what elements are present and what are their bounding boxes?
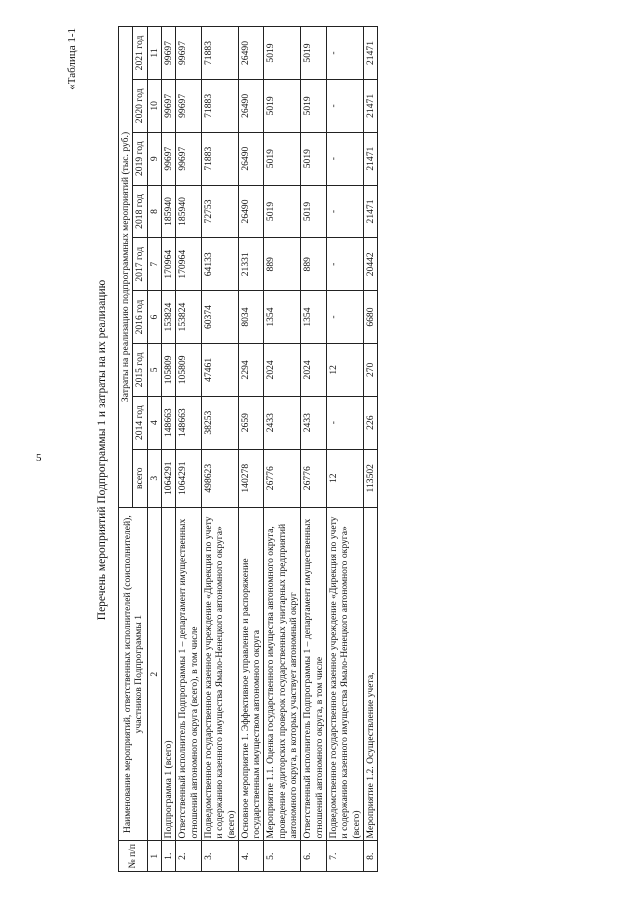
col-number: 6 [147,291,161,344]
row-total: 12 [327,449,364,507]
row-year-value: 1354 [301,291,327,344]
rotated-page [60,20,620,880]
row-year-value: 270 [363,343,377,396]
row-name: Мероприятие 1.2. Осуществление учета, [363,507,377,841]
row-year-value: 170964 [161,238,175,291]
table-row [327,27,364,872]
row-number: 5. [264,841,301,872]
col-number: 7 [147,238,161,291]
row-year-value: 71883 [201,79,238,132]
row-year-value: 38253 [201,396,238,449]
row-year-value: 21471 [363,185,377,238]
row-year-value: 5019 [264,27,301,80]
row-name: Ответственный исполнитель Подпрограммы 1 – департамент имущественных отношений автономного округа (всего), в том числе [176,507,202,841]
row-total: 26776 [264,449,301,507]
table-body [161,27,377,872]
row-year-value: 99697 [161,27,175,80]
row-total: 498623 [201,449,238,507]
row-year-value: 21471 [363,27,377,80]
row-year-value: - [327,291,364,344]
col-number: 9 [147,132,161,185]
row-year-value: - [327,238,364,291]
row-total: 113502 [363,449,377,507]
row-name: Мероприятие 1.1. Оценка государственного имущества автономного округа, проведение аудиторских проверок государственных унитарных предприятий автономного округа, в которых участвует автономный округ [264,507,301,841]
row-year-value: 8034 [238,291,264,344]
row-year-value: 2659 [238,396,264,449]
header-year: 2015 год [133,343,147,396]
row-year-value: 99697 [176,27,202,80]
row-year-value: 21471 [363,79,377,132]
header-year: 2017 год [133,238,147,291]
row-year-value: 2024 [301,343,327,396]
row-number: 2. [176,841,202,872]
row-year-value: 185940 [176,185,202,238]
row-year-value: 5019 [264,132,301,185]
table-row [363,27,377,872]
row-year-value: 2294 [238,343,264,396]
header-total: всего [133,449,147,507]
row-year-value: 153824 [176,291,202,344]
row-year-value: 889 [264,238,301,291]
row-year-value: 20442 [363,238,377,291]
row-number: 7. [327,841,364,872]
header-year: 2020 год [133,79,147,132]
row-year-value: 889 [301,238,327,291]
row-year-value: 5019 [301,185,327,238]
table-row [264,27,301,872]
page-number: 5 [36,452,42,464]
table-label: «Таблица 1-1 [66,28,78,90]
row-number: 1. [161,841,175,872]
row-year-value: 5019 [264,79,301,132]
row-total: 1064291 [161,449,175,507]
col-number: 10 [147,79,161,132]
header-name: Наименование мероприятий, ответственных исполнителей (соисполнителей), участников Подпрограммы 1 [119,507,148,841]
row-year-value: 2433 [301,396,327,449]
row-year-value: 21331 [238,238,264,291]
row-year-value: 6680 [363,291,377,344]
row-year-value: 26490 [238,79,264,132]
row-year-value: 99697 [176,79,202,132]
row-year-value: 5019 [264,185,301,238]
row-year-value: 99697 [161,132,175,185]
row-number: 3. [201,841,238,872]
header-no: № п/п [119,841,148,872]
row-year-value: - [327,396,364,449]
row-number: 4. [238,841,264,872]
document-title: Перечень мероприятий Подпрограммы 1 и затраты на их реализацию [96,279,108,621]
row-number: 6. [301,841,327,872]
row-year-value: 26490 [238,27,264,80]
row-year-value: 5019 [301,132,327,185]
header-year: 2021 год [133,27,147,80]
row-year-value: 26490 [238,132,264,185]
row-name: Подпрограмма 1 (всего) [161,507,175,841]
col-number: 5 [147,343,161,396]
header-costs: Затраты на реализацию подпрограммных мероприятий (тыс. руб.) [119,27,133,508]
header-year: 2016 год [133,291,147,344]
table-row [301,27,327,872]
row-year-value: 99697 [176,132,202,185]
row-name: Основное мероприятие 1. Эффективное управление и распоряжение государственным имуществом автономного округа [238,507,264,841]
col-number: 4 [147,396,161,449]
row-year-value: 2433 [264,396,301,449]
row-year-value: 170964 [176,238,202,291]
row-year-value: 47461 [201,343,238,396]
row-year-value: - [327,79,364,132]
row-name: Подведомственное государственное казенное учреждение «Дирекция по учету и содержанию казенного имущества Ямало-Ненецкого автономного округа» (всего) [201,507,238,841]
row-year-value: 26490 [238,185,264,238]
row-year-value: 2024 [264,343,301,396]
col-number: 1 [147,841,161,872]
row-name: Подведомственное государственное казенное учреждение «Дирекция по учету и содержанию казенного имущества Ямало-Ненецкого автономного округа» (всего) [327,507,364,841]
row-year-value: - [327,185,364,238]
table-row [201,27,238,872]
header-year: 2018 год [133,185,147,238]
row-year-value: 148663 [176,396,202,449]
table-row [161,27,175,872]
measures-table [118,26,378,872]
row-year-value: 226 [363,396,377,449]
row-year-value: - [327,132,364,185]
row-year-value: 153824 [161,291,175,344]
header-year: 2014 год [133,396,147,449]
row-year-value: 5019 [301,79,327,132]
row-year-value: 5019 [301,27,327,80]
table-row [238,27,264,872]
row-number: 8. [363,841,377,872]
row-year-value: 21471 [363,132,377,185]
row-year-value: 12 [327,343,364,396]
row-year-value: 72753 [201,185,238,238]
column-number-row [147,27,161,872]
row-year-value: 105809 [176,343,202,396]
row-total: 26776 [301,449,327,507]
col-number: 11 [147,27,161,80]
row-year-value: 1354 [264,291,301,344]
row-name: Ответственный исполнитель Подпрограммы 1 – департамент имущественных отношений автономного округа, в том числе [301,507,327,841]
row-year-value: 99697 [161,79,175,132]
row-year-value: 60374 [201,291,238,344]
row-year-value: 105809 [161,343,175,396]
row-year-value: 148663 [161,396,175,449]
row-total: 1064291 [176,449,202,507]
row-year-value: 64133 [201,238,238,291]
row-year-value: 71883 [201,132,238,185]
table-row [176,27,202,872]
row-year-value: - [327,27,364,80]
header-year: 2019 год [133,132,147,185]
row-year-value: 185940 [161,185,175,238]
row-total: 140278 [238,449,264,507]
col-number: 3 [147,449,161,507]
col-number: 8 [147,185,161,238]
row-year-value: 71883 [201,27,238,80]
col-number: 2 [147,507,161,841]
